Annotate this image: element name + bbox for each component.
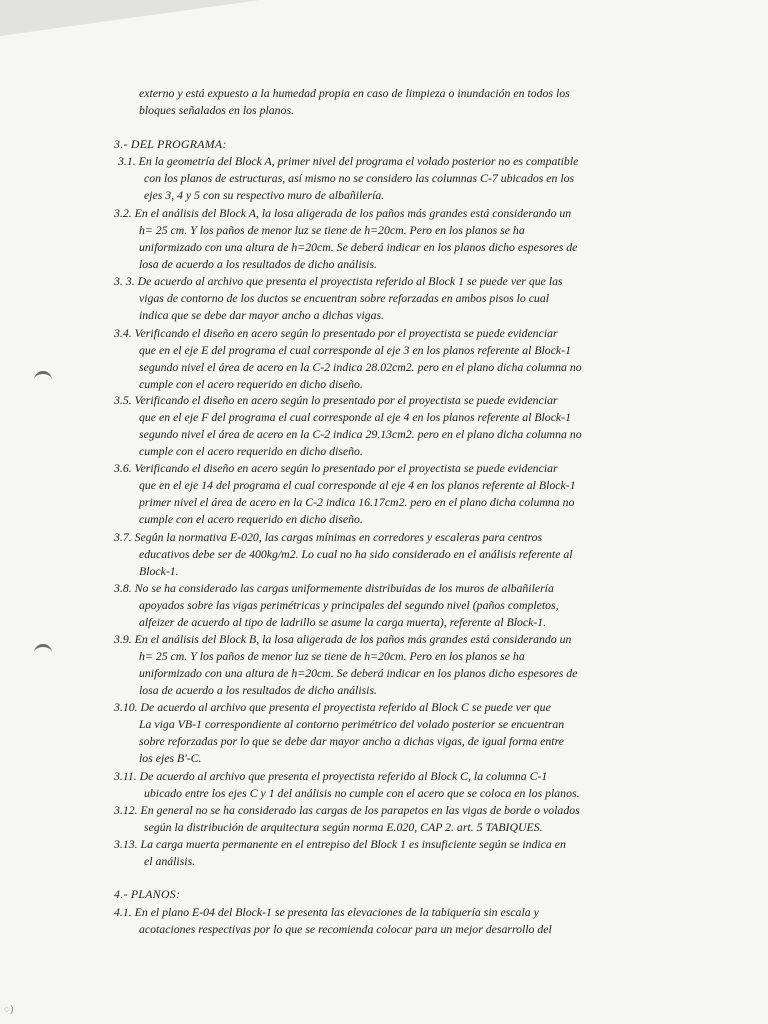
item-3-8-line: alfeizer de acuerdo al tipo de ladrillo se asume la carga muerta), referente al Block-1. xyxy=(139,615,547,629)
item-3-5-line: cumple con el acero requerido en dicho diseño. xyxy=(139,444,363,458)
item-3-13-line: 3.13. La carga muerta permanente en el entrepiso del Block 1 es insuficiente según se indica en xyxy=(114,837,566,851)
item-3-3-line: vigas de contorno de los ductos se encuentran sobre reforzadas en ambos pisos lo cual xyxy=(139,291,550,305)
intro-line: externo y está expuesto a la humedad propia en caso de limpieza o inundación en todos los xyxy=(139,86,570,100)
section-heading-planos: 4.- PLANOS: xyxy=(114,887,181,901)
item-3-2-line: h= 25 cm. Y los paños de menor luz se tiene de h=20cm. Pero en los planos se ha xyxy=(139,223,525,237)
item-3-6-line: 3.6. Verificando el diseño en acero según lo presentado por el proyectista se puede evidenciar xyxy=(114,461,558,475)
item-3-4-line: que en el eje E del programa el cual corresponde al eje 3 en los planos referente al Block-1 xyxy=(139,343,571,357)
item-3-6-line: cumple con el acero requerido en dicho diseño. xyxy=(139,512,363,526)
item-3-12-line: 3.12. En general no se ha considerado las cargas de los parapetos en las vigas de borde o volados xyxy=(114,803,580,817)
item-3-10-line: La viga VB-1 correspondiente al contorno perimétrico del volado posterior se encuentran xyxy=(139,717,565,731)
punch-hole-bottom xyxy=(34,644,52,657)
item-3-9-line: 3.9. En el análisis del Block B, la losa aligerada de los paños más grandes está considerando un xyxy=(114,632,572,646)
item-3-2-line: losa de acuerdo a los resultados de dicho análisis. xyxy=(139,257,377,271)
item-3-10-line: sobre reforzadas por lo que se debe dar mayor ancho a dichas vigas, de igual forma entre xyxy=(139,734,564,748)
item-3-7-line: 3.7. Según la normativa E-020, las cargas mínimas en corredores y escaleras para centros xyxy=(114,530,543,544)
item-3-4-line: cumple con el acero requerido en dicho diseño. xyxy=(139,377,363,391)
corner-scan-mark: ◌) xyxy=(4,1004,14,1015)
item-3-1-line: ejes 3, 4 y 5 con su respectivo muro de albañilería. xyxy=(144,188,385,202)
item-3-10-line: 3.10. De acuerdo al archivo que presenta el proyectista referido al Block C se puede ver que xyxy=(114,700,551,714)
item-3-10-line: los ejes B'-C. xyxy=(139,751,202,765)
item-3-5-line: que en el eje F del programa el cual corresponde al eje 4 en los planos referente al Block-1 xyxy=(139,410,571,424)
item-3-7-line: Block-1. xyxy=(139,564,179,578)
item-3-12-line: según la distribución de arquitectura según norma E.020, CAP 2. art. 5 TABIQUES. xyxy=(144,820,543,834)
item-3-8-line: apoyados sobre las vigas perimétricas y principales del segundo nivel (paños completos, xyxy=(139,598,559,612)
item-3-9-line: uniformizado con una altura de h=20cm. Se deberá indicar en los planos dicho espesores de xyxy=(139,666,578,680)
item-3-8-line: 3.8. No se ha considerado las cargas uniformemente distribuidas de los muros de albañilería xyxy=(114,581,554,595)
item-3-2-line: uniformizado con una altura de h=20cm. Se deberá indicar en los planos dicho espesores de xyxy=(139,240,578,254)
item-3-11-line: 3.11. De acuerdo al archivo que presenta el proyectista referido al Block C, la columna C-1 xyxy=(114,769,548,783)
item-3-1-line: 3.1. En la geometría del Block A, primer nivel del programa el volado posterior no es compatible xyxy=(118,154,579,168)
item-3-11-line: ubicado entre los ejes C y 1 del análisis no cumple con el acero que se coloca en los planos. xyxy=(144,786,580,800)
item-3-6-line: primer nivel el área de acero en la C-2 indica 16.17cm2. pero en el plano dicha columna no xyxy=(139,495,575,509)
item-3-2-line: 3.2. En el análisis del Block A, la losa aligerada de los paños más grandes está considerando un xyxy=(114,206,572,220)
item-4-1-line: acotaciones respectivas por lo que se recomienda colocar para un mejor desarrollo del xyxy=(139,922,552,936)
item-4-1-line: 4.1. En el plano E-04 del Block-1 se presenta las elevaciones de la tabiquería sin escala y xyxy=(114,905,539,919)
item-3-9-line: losa de acuerdo a los resultados de dicho análisis. xyxy=(139,683,377,697)
item-3-1-line: con los planos de estructuras, así mismo no se considero las columnas C-7 ubicados en los xyxy=(144,171,575,185)
item-3-5-line: segundo nivel el área de acero en la C-2 indica 29.13cm2. pero en el plano dicha columna no xyxy=(139,427,582,441)
item-3-4-line: segundo nivel el área de acero en la C-2 indica 28.02cm2. pero en el plano dicha columna no xyxy=(139,360,582,374)
item-3-5-line: 3.5. Verificando el diseño en acero según lo presentado por el proyectista se puede evidenciar xyxy=(114,393,558,407)
item-3-4-line: 3.4. Verificando el diseño en acero según lo presentado por el proyectista se puede evidenciar xyxy=(114,326,558,340)
page-fold-shadow xyxy=(0,0,260,36)
section-heading-programa: 3.- DEL PROGRAMA: xyxy=(114,137,227,151)
item-3-9-line: h= 25 cm. Y los paños de menor luz se tiene de h=20cm. Pero en los planos se ha xyxy=(139,649,525,663)
item-3-3-line: 3. 3. De acuerdo al archivo que presenta el proyectista referido al Block 1 se puede ver que las xyxy=(114,274,563,288)
item-3-6-line: que en el eje 14 del programa el cual corresponde al eje 4 en los planos referente al Block-1 xyxy=(139,478,576,492)
intro-line: bloques señalados en los planos. xyxy=(139,103,294,117)
punch-hole-top xyxy=(34,371,52,384)
item-3-7-line: educativos debe ser de 400kg/m2. Lo cual no ha sido considerado en el análisis referente al xyxy=(139,547,573,561)
item-3-3-line: indica que se debe dar mayor ancho a dichas vigas. xyxy=(139,308,385,322)
item-3-13-line: el análisis. xyxy=(144,854,196,868)
